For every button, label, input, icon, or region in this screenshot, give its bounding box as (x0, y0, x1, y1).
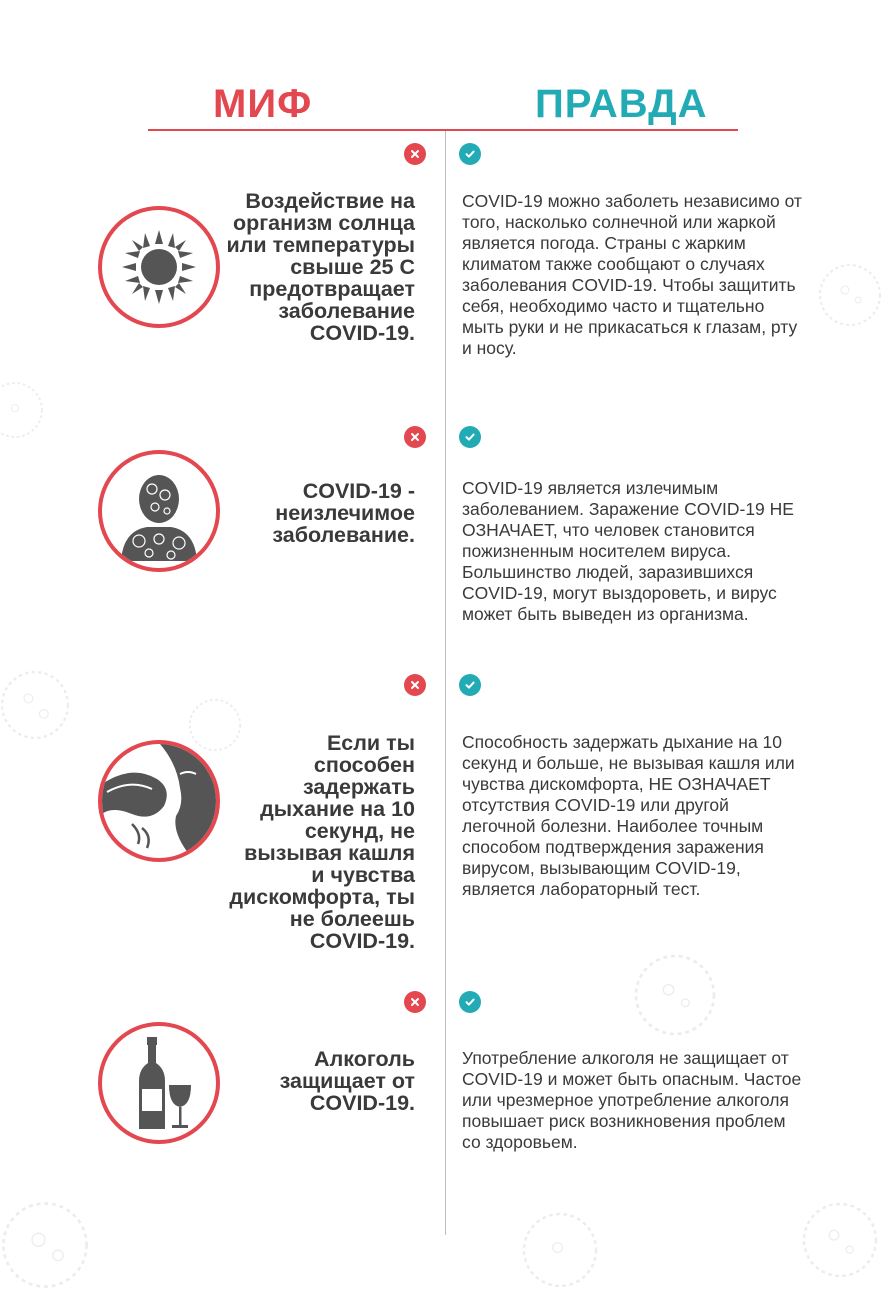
background-virus-icon (0, 1180, 110, 1310)
myth-statement: Алкоголь защищает от COVID-19. (279, 1047, 415, 1115)
header-divider (148, 129, 738, 131)
cross-icon (404, 143, 426, 165)
wine-bottle-icon (98, 1022, 220, 1144)
myth-statement: Если ты способен задержать дыхание на 10 секунд, не вызывая кашля и чувства дискомфорта, ты не болеешь COVID-19. (229, 731, 415, 953)
background-virus-icon (780, 1180, 886, 1300)
check-icon (459, 143, 481, 165)
check-icon (459, 674, 481, 696)
background-virus-icon (800, 240, 886, 350)
background-virus-icon (0, 360, 60, 460)
holding-breath-icon (98, 740, 220, 862)
check-icon (459, 991, 481, 1013)
truth-statement: Употребление алкоголя не защищает от COVID-19 и может быть опасным. Частое или чрезмерное употребление алкоголя повышает риск возникновения проблем со здоровьем. (462, 1048, 802, 1152)
background-virus-icon (610, 930, 740, 1060)
truth-statement: Способность задержать дыхание на 10 секунд и больше, не вызывая кашля или чувства дискомфорта, НЕ ОЗНАЧАЕТ отсутствия COVID-19 или другой легочной болезни. Наиболее точным способом подтверждения заражения вирусом, вызывающим COVID-19, является лабораторный тест. (462, 732, 795, 899)
background-virus-icon (0, 650, 90, 760)
background-virus-icon (500, 1190, 620, 1310)
myth-statement: Воздействие на организм солнца или температуры свыше 25 С предотвращает заболевание COVID-19. (226, 189, 415, 345)
truth-statement: COVID-19 можно заболеть независимо от того, насколько солнечной или жаркой является погода. Страны с жарким климатом также сообщают о случаях заболевания COVID-19. Чтобы защитить себя, необходимо часто и тщательно мыть руки и не прикасаться к глазам, рту и носу. (462, 191, 802, 358)
myth-column-title: МИФ (213, 82, 313, 126)
person-virus-icon (98, 450, 220, 572)
cross-icon (404, 674, 426, 696)
cross-icon (404, 426, 426, 448)
check-icon (459, 426, 481, 448)
column-divider (445, 131, 446, 1235)
cross-icon (404, 991, 426, 1013)
myth-statement: COVID-19 - неизлечимое заболевание. (272, 479, 415, 547)
sun-icon (98, 206, 220, 328)
truth-statement: COVID-19 является излечимым заболеванием. Заражение COVID-19 НЕ ОЗНАЧАЕТ, что человек становится пожизненным носителем вируса. Большинство людей, заразившихся COVID-19, могут выздороветь, и вирус может быть выведен из организма. (462, 478, 794, 624)
truth-column-title: ПРАВДА (535, 82, 708, 126)
